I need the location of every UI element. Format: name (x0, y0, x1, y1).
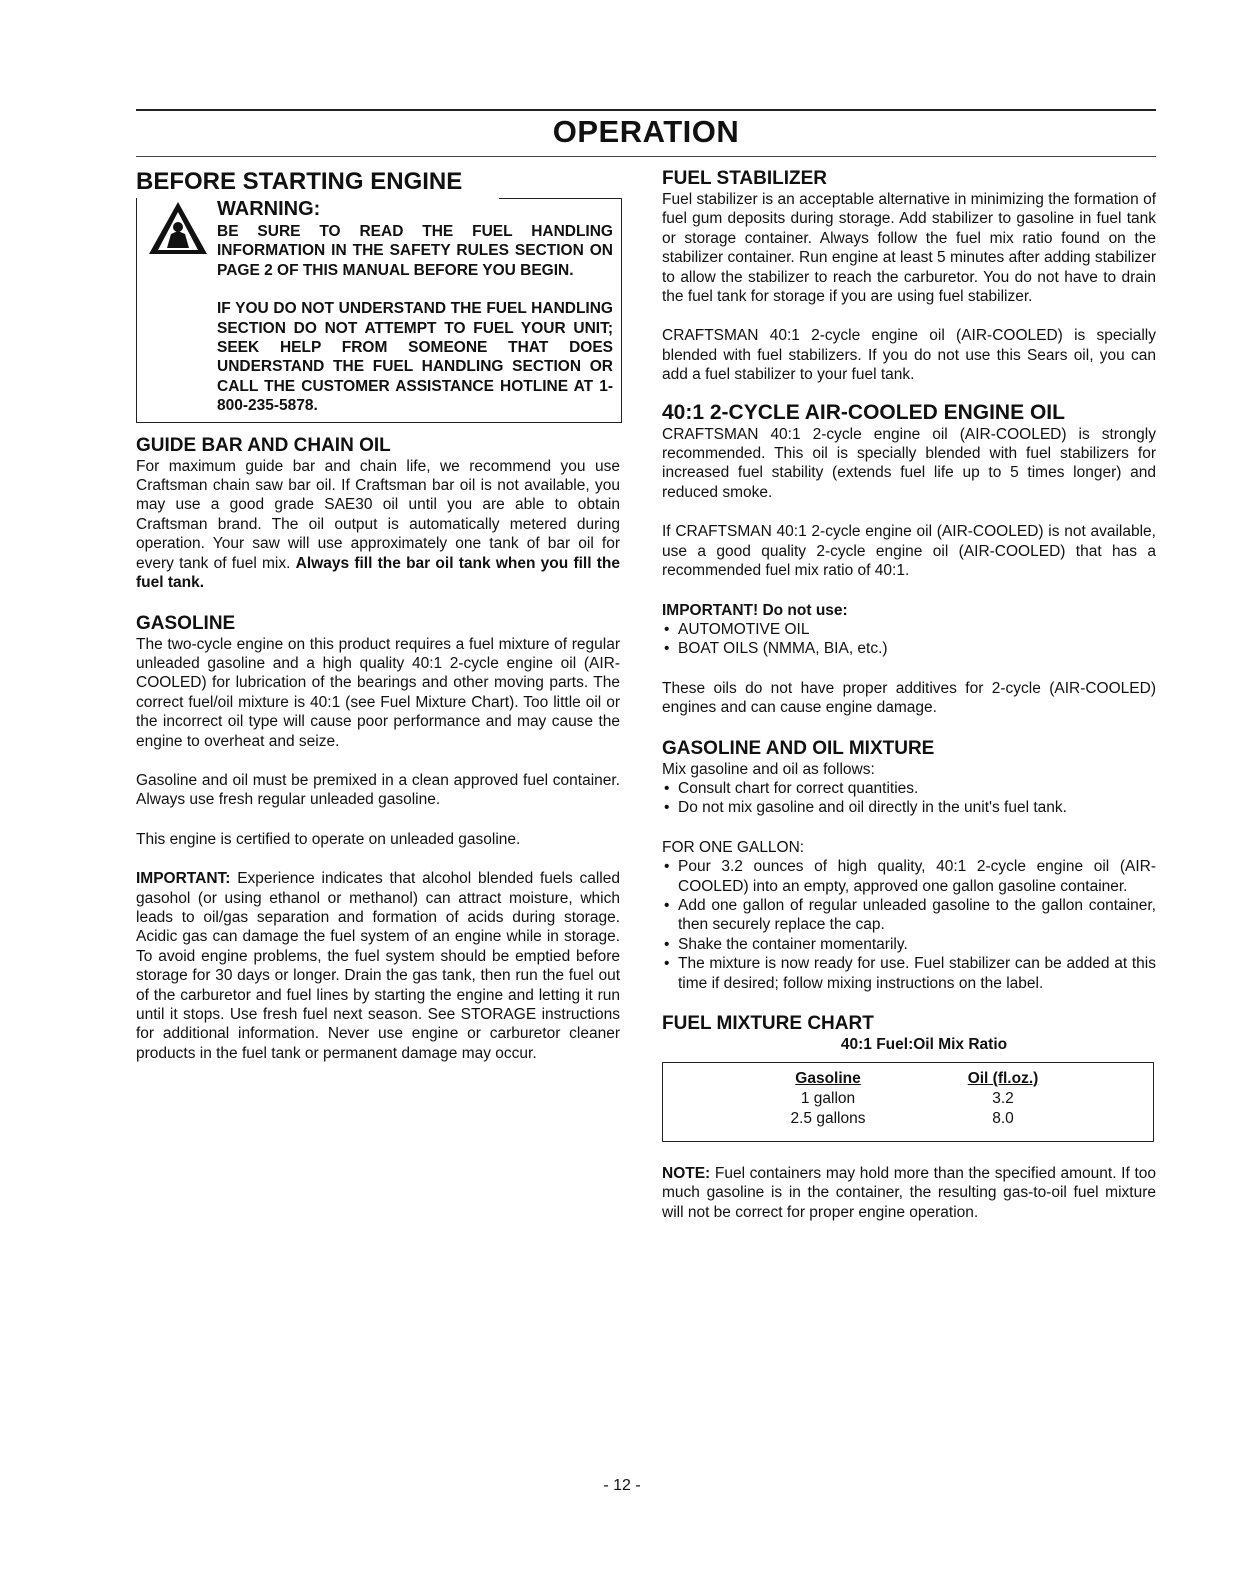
fuel-mixture-table (662, 1062, 1154, 1142)
gasoline-column (768, 1069, 888, 1129)
engine-oil-paragraph-2: If CRAFTSMAN 40:1 2-cycle engine oil (AIR-COOLED) is not available, use a good quality 2-cycle engine oil (AIR-COOLED) that has a recommended fuel mix ratio of 40:1. (662, 523, 1156, 580)
top-rule (136, 109, 1156, 111)
note-text: Fuel containers may hold more than the specified amount. If too much gasoline is in the container, the resulting gas-to-oil fuel mixture will not be correct for proper engine operation. (662, 1165, 1156, 1221)
note-label: NOTE: (662, 1165, 711, 1182)
list-item: • BOAT OILS (NMMA, BIA, etc.) (662, 639, 1156, 658)
table-cell: 3.2 (992, 1090, 1014, 1107)
warning-paragraph-1: BE SURE TO READ THE FUEL HANDLING INFORMATION IN THE SAFETY RULES SECTION ON PAGE 2 OF THIS MANUAL BEFORE YOU BEGIN. (217, 223, 613, 279)
warning-box-top-edge (499, 198, 622, 199)
warning-paragraph-2: IF YOU DO NOT UNDERSTAND THE FUEL HANDLING SECTION DO NOT ATTEMPT TO FUEL YOUR UNIT; SEEK HELP FROM SOMEONE THAT DOES UNDERSTAND THE FUEL HANDLING SECTION OR CALL THE CUSTOMER ASSISTANCE HOTLINE AT 1-800-235-5878. (217, 300, 613, 415)
engine-oil-important: IMPORTANT! Do not use: (662, 601, 848, 619)
list-item: • AUTOMOTIVE OIL (662, 620, 1156, 639)
engine-oil-paragraph-1: CRAFTSMAN 40:1 2-cycle engine oil (AIR-COOLED) is strongly recommended. This oil is specially blended with fuel stabilizers for increased fuel stability (extends fuel life up to 5 times longer) and reduced smoke. (662, 425, 1156, 501)
engine-oil-heading: 40:1 2-CYCLE AIR-COOLED ENGINE OIL (662, 400, 1065, 424)
table-cell: 2.5 gallons (790, 1110, 866, 1127)
gasoline-section (136, 613, 620, 1064)
gasoline-heading: GASOLINE (136, 612, 236, 634)
mixture-section (662, 738, 1156, 993)
gallon-label: FOR ONE GALLON: (662, 838, 805, 856)
warning-box (136, 198, 622, 423)
donot-list (662, 620, 1156, 659)
title-rule (136, 156, 1156, 157)
guide-bar-heading: GUIDE BAR AND CHAIN OIL (136, 434, 391, 456)
oil-column-header: Oil (fl.oz.) (967, 1070, 1039, 1087)
stabilizer-paragraph-1: Fuel stabilizer is an acceptable alternative in minimizing the formation of fuel gum deposits during storage. Add stabilizer to gasoline in fuel tank or storage container. Always follow the fuel mix ratio found on the stabilizer container. Run engine at least 5 minutes after adding stabilizer to allow the stabilizer to reach the carburetor. You do not have to drain the fuel tank for storage if you are using fuel stabilizer. (662, 191, 1156, 306)
gasoline-important-text: Experience indicates that alcohol blended fuels called gasohol (or using ethanol or methanol) can attract moisture, which leads to oil/gas separation and formation of acids during storage. Acidic gas can damage the fuel system of an engine while in storage. To avoid engine problems, the fuel system should be emptied before storage for 30 days or longer. Drain the gas tank, then run the fuel out of the carburetor and fuel lines by starting the engine and letting it run until it stops. Use fresh fuel next season. See STORAGE instructions for additional information. Never use engine or carburetor cleaner products in the fuel tank or permanent damage may occur. (136, 870, 620, 1062)
chart-subtitle: 40:1 Fuel:Oil Mix Ratio (840, 1036, 1008, 1053)
right-column (662, 168, 1156, 1222)
mixture-steps (662, 857, 1156, 993)
gasoline-important-label: IMPORTANT: (136, 870, 231, 888)
stabilizer-section (662, 168, 1156, 385)
stabilizer-paragraph-2: CRAFTSMAN 40:1 2-cycle engine oil (AIR-COOLED) is specially blended with fuel stabilizers. If you do not use this Sears oil, you can add a fuel stabilizer to your fuel tank. (662, 327, 1156, 384)
stabilizer-heading: FUEL STABILIZER (662, 168, 828, 189)
guide-bar-text (136, 457, 620, 593)
table-cell: 8.0 (992, 1110, 1014, 1127)
guide-bar-body: For maximum guide bar and chain life, we recommend you use Craftsman chain saw bar oil. If Craftsman bar oil is not available, you may use a good grade SAE30 oil until you are able to obtain Craftsman brand. The oil output is automatically metered during operation. Your saw will use approximately one tank of bar oil for every tank of fuel mix. (136, 457, 620, 572)
page-title: OPERATION (552, 114, 740, 149)
gasoline-important (136, 869, 620, 1063)
before-starting-heading: BEFORE STARTING ENGINE (136, 168, 463, 195)
list-item: • Pour 3.2 ounces of high quality, 40:1 2-cycle engine oil (AIR-COOLED) into an empty, approved one gallon gasoline container. (662, 857, 1156, 896)
list-item: • The mixture is now ready for use. Fuel stabilizer can be added at this time if desired; follow mixing instructions on the label. (662, 954, 1156, 993)
gasoline-paragraph-2: Gasoline and oil must be premixed in a clean approved fuel container. Always use fresh regular unleaded gasoline. (136, 771, 620, 809)
mixture-heading: GASOLINE AND OIL MIXTURE (662, 737, 935, 759)
list-item: • Do not mix gasoline and oil directly in the unit's fuel tank. (662, 798, 1156, 817)
note-paragraph (662, 1164, 1156, 1222)
chart-section (662, 1013, 1156, 1142)
warning-triangle-icon (147, 200, 209, 256)
before-starting-section (136, 168, 620, 423)
list-item: • Shake the container momentarily. (662, 935, 1156, 954)
list-item: • Add one gallon of regular unleaded gasoline to the gallon container, then securely replace the cap. (662, 896, 1156, 935)
guide-bar-section (136, 435, 620, 593)
oil-column (943, 1069, 1063, 1129)
mixture-bullets (662, 779, 1156, 818)
warning-content (217, 198, 613, 416)
page-number: - 12 - (603, 1477, 641, 1494)
gasoline-paragraph-1: The two-cycle engine on this product requires a fuel mixture of regular unleaded gasoline and a high quality 40:1 2-cycle engine oil (AIR-COOLED) for lubrication of the bearings and other moving parts. The correct fuel/oil mixture is 40:1 (see Fuel Mixture Chart). Too little oil or the incorrect oil type will cause poor performance and may cause the engine to overheat and seize. (136, 635, 620, 750)
gasoline-column-header: Gasoline (795, 1070, 861, 1087)
gasoline-paragraph-3: This engine is certified to operate on unleaded gasoline. (136, 830, 521, 848)
left-column (136, 168, 620, 1063)
chart-heading: FUEL MIXTURE CHART (662, 1013, 874, 1034)
warning-title: WARNING: (217, 198, 321, 220)
engine-oil-paragraph-3: These oils do not have proper additives for 2-cycle (AIR-COOLED) engines and can cause engine damage. (662, 679, 1156, 717)
engine-oil-section (662, 401, 1156, 718)
mixture-intro: Mix gasoline and oil as follows: (662, 760, 875, 778)
list-item: • Consult chart for correct quantities. (662, 779, 1156, 798)
guide-bar-bold-note: Always fill the bar oil tank when you fill the fuel tank. (136, 554, 621, 592)
table-cell: 1 gallon (800, 1090, 856, 1107)
